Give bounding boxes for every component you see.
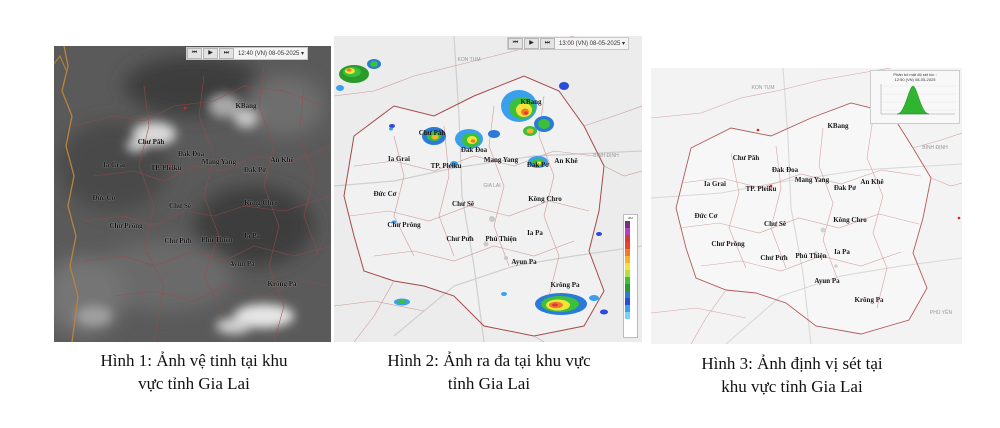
chart-time: 12:50 (VN) 08-05-2025 bbox=[894, 77, 936, 82]
label-chu-puh: Chư Pưh bbox=[446, 235, 474, 243]
legend-swatch bbox=[625, 305, 630, 312]
label-krong-pa: Krông Pa bbox=[854, 296, 884, 304]
label-chu-prong: Chư Prông bbox=[711, 240, 745, 248]
legend-swatch bbox=[625, 312, 630, 319]
label-mang-yang: Mang Yang bbox=[794, 176, 830, 184]
label-phu-thien: Phú Thiện bbox=[201, 236, 233, 244]
label-kbang: KBang bbox=[827, 122, 849, 130]
label-krong-pa: Krông Pa bbox=[550, 281, 580, 289]
skip-back-icon[interactable]: ⏮ bbox=[187, 48, 202, 59]
label-gia-lai: GIA LAI bbox=[483, 183, 501, 189]
radar-map-panel[interactable] bbox=[334, 36, 642, 342]
play-icon[interactable]: ▶ bbox=[203, 48, 218, 59]
label-an-khe: An Khê bbox=[860, 178, 884, 186]
time-select[interactable]: 12:40 (VN) 08-05-2025 ▾ bbox=[238, 51, 305, 57]
label-phu-thien: Phú Thiện bbox=[485, 235, 517, 243]
legend-swatch bbox=[625, 298, 630, 305]
label-dak-po: Đak Pơ bbox=[526, 161, 550, 169]
label-ia-grai: Ia Grai bbox=[103, 161, 125, 169]
legend-swatch bbox=[625, 270, 630, 277]
legend-swatch bbox=[625, 291, 630, 298]
label-dak-po: Đak Pơ bbox=[243, 166, 267, 174]
label-duc-co: Đức Cơ bbox=[373, 190, 397, 198]
legend-swatch bbox=[625, 235, 630, 242]
time-select[interactable]: 13:00 (VN) 08-05-2025 ▾ bbox=[559, 41, 626, 47]
legend-swatch bbox=[625, 277, 630, 284]
legend-swatch bbox=[625, 249, 630, 256]
caption-figure-1: Hình 1: Ảnh vệ tinh tại khu vực tỉnh Gia Lai bbox=[100, 351, 288, 393]
lightning-density-plot bbox=[875, 82, 957, 120]
label-dak-doa: Đak Đoa bbox=[177, 150, 205, 158]
legend-swatch bbox=[625, 242, 630, 249]
label-chu-pah: Chư Păh bbox=[137, 138, 165, 146]
label-ia-pa: Ia Pa bbox=[244, 232, 260, 240]
label-binh-dinh: BÌNH ĐỊNH bbox=[593, 153, 619, 159]
legend-swatch bbox=[625, 284, 630, 291]
playback-controls bbox=[186, 47, 308, 60]
label-ia-pa: Ia Pa bbox=[834, 248, 850, 256]
satellite-map-panel[interactable] bbox=[54, 46, 331, 342]
radar-basemap bbox=[334, 36, 642, 342]
skip-forward-icon[interactable]: ⏭ bbox=[540, 38, 555, 49]
label-dak-doa: Đak Đoa bbox=[771, 166, 799, 174]
play-icon[interactable]: ▶ bbox=[524, 38, 539, 49]
label-chu-se: Chư Sê bbox=[452, 200, 474, 208]
label-chu-pah: Chư Păh bbox=[732, 154, 760, 162]
label-mang-yang: Mang Yang bbox=[201, 158, 237, 166]
chart-title: Phân bố mật độ sét lúc : bbox=[893, 72, 937, 77]
label-kon-tum: KON TUM bbox=[457, 57, 481, 63]
label-ayun-pa: Ayun Pa bbox=[229, 260, 255, 268]
skip-forward-icon[interactable]: ⏭ bbox=[219, 48, 234, 59]
label-chu-se: Chư Sê bbox=[169, 202, 191, 210]
legend-swatch bbox=[625, 263, 630, 270]
caption-figure-2: Hình 2: Ảnh ra đa tại khu vực tỉnh Gia Lai bbox=[387, 351, 591, 393]
label-tp-pleiku: TP. Pleiku bbox=[430, 162, 462, 170]
label-duc-co: Đức Cơ bbox=[92, 194, 116, 202]
skip-back-icon[interactable]: ⏮ bbox=[508, 38, 523, 49]
label-dak-doa: Đak Đoa bbox=[460, 146, 488, 154]
label-chu-puh: Chư Pưh bbox=[760, 254, 788, 262]
label-dak-po: Đak Pơ bbox=[833, 184, 857, 192]
label-ia-pa: Ia Pa bbox=[527, 229, 543, 237]
legend-unit: dBZ bbox=[627, 216, 634, 220]
legend-swatches bbox=[624, 221, 637, 319]
label-chu-prong: Chư Prông bbox=[109, 222, 143, 230]
radar-reflectivity-legend bbox=[623, 214, 638, 338]
legend-swatch bbox=[625, 256, 630, 263]
label-ayun-pa: Ayun Pa bbox=[814, 277, 840, 285]
label-tp-pleiku: TP. Pleiku bbox=[150, 164, 182, 172]
label-kbang: KBang bbox=[235, 102, 257, 110]
caption-figure-3: Hình 3: Ảnh định vị sét tại khu vực tỉnh Gia Lai bbox=[701, 354, 883, 396]
playback-controls bbox=[507, 37, 629, 50]
label-ia-grai: Ia Grai bbox=[704, 180, 726, 188]
label-an-khe: An Khê bbox=[554, 157, 578, 165]
label-kon-tum: KON TUM bbox=[751, 85, 775, 91]
label-an-khe: An Khê bbox=[270, 156, 294, 164]
legend-swatch bbox=[625, 221, 630, 228]
lightning-density-chart bbox=[870, 70, 960, 124]
label-chu-prong: Chư Prông bbox=[387, 221, 421, 229]
label-phu-yen: PHÚ YÊN bbox=[929, 310, 953, 316]
label-krong-pa: Krông Pa bbox=[267, 280, 297, 288]
label-ia-grai: Ia Grai bbox=[388, 155, 410, 163]
label-mang-yang: Mang Yang bbox=[483, 156, 519, 164]
label-chu-pah: Chư Păh bbox=[418, 129, 446, 137]
label-kong-chro: Kông Chro bbox=[833, 216, 867, 224]
label-duc-co: Đức Cơ bbox=[694, 212, 718, 220]
lightning-map-panel[interactable] bbox=[651, 68, 962, 344]
label-binh-dinh: BÌNH ĐỊNH bbox=[922, 145, 948, 151]
label-kbang: KBang bbox=[520, 98, 542, 106]
label-ayun-pa: Ayun Pa bbox=[511, 258, 537, 266]
label-tp-pleiku: TP. Pleiku bbox=[745, 185, 777, 193]
label-chu-puh: Chư Pưh bbox=[164, 237, 192, 245]
label-phu-thien: Phú Thiện bbox=[795, 252, 827, 260]
label-kong-chro: Kông Chro bbox=[528, 195, 562, 203]
legend-swatch bbox=[625, 228, 630, 235]
label-kong-chro: Kông Chro bbox=[244, 199, 278, 207]
label-chu-se: Chư Sê bbox=[764, 220, 786, 228]
